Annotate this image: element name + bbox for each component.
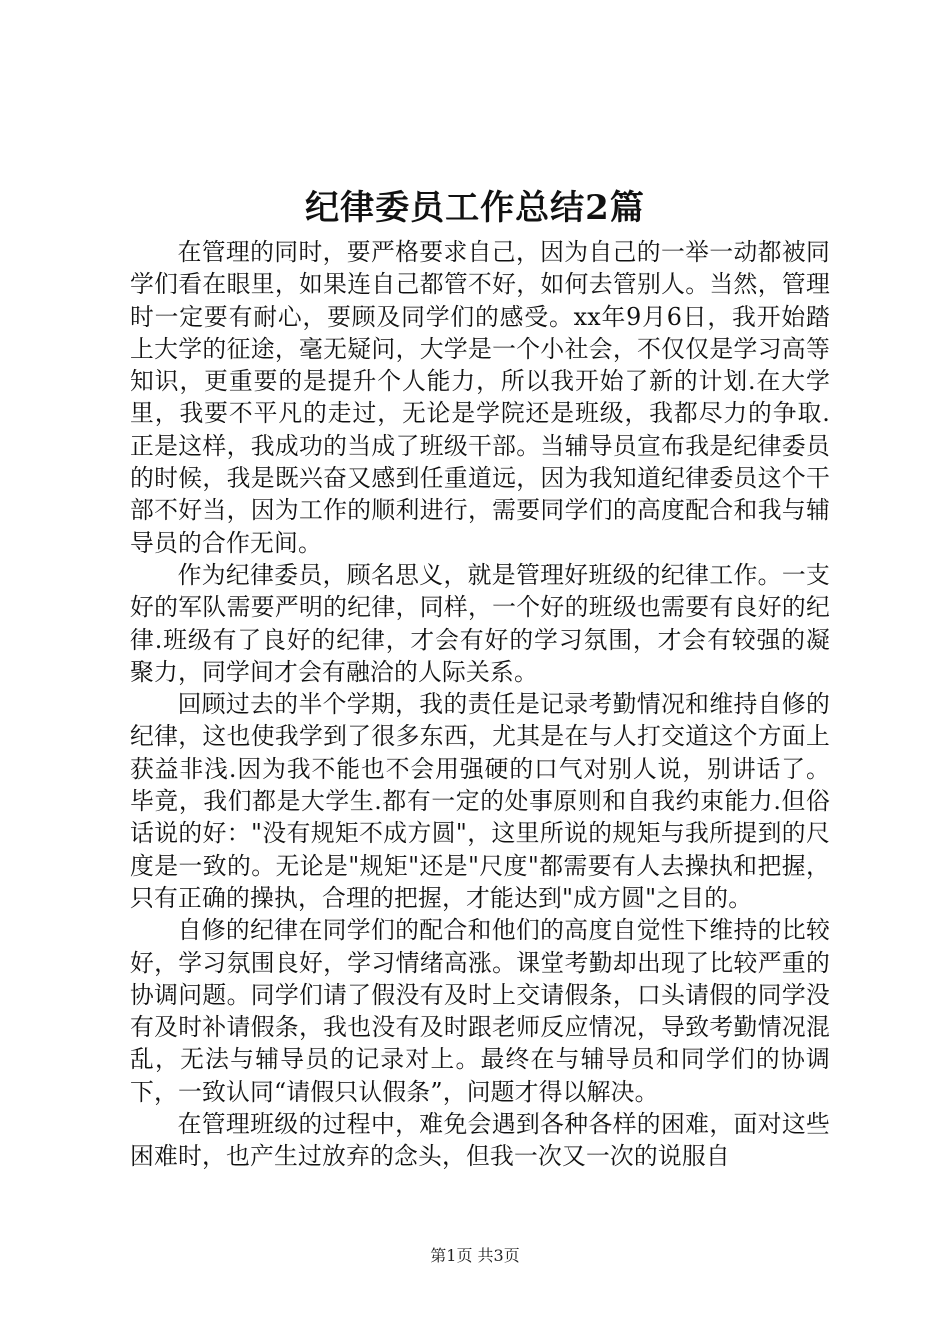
paragraph: 作为纪律委员，顾名思义，就是管理好班级的纪律工作。一支好的军队需要严明的纪律，同样，一个好的班级也需要有良好的纪律.班级有了良好的纪律，才会有好的学习氛围，才会有较强的凝聚力，同学间才会有融洽的人际关系。 (130, 560, 830, 686)
paragraph: 回顾过去的半个学期，我的责任是记录考勤情况和维持自修的纪律，这也使我学到了很多东西，尤其是在与人打交道这个方面上获益非浅.因为我不能也不会用强硬的口气对别人说，别讲话了。毕竟，我们都是大学生.都有一定的处事原则和自我约束能力.但俗话说的好："没有规矩不成方圆"，这里所说的规矩与我所提到的尺度是一致的。无论是"规矩"还是"尺度"都需要有人去操执和把握，只有正确的操执，合理的把握，才能达到"成方圆"之目的。 (130, 690, 830, 912)
document-title: 纪律委员工作总结2篇 (305, 188, 645, 228)
paragraph: 自修的纪律在同学们的配合和他们的高度自觉性下维持的比较好，学习氛围良好，学习情绪高涨。课堂考勤却出现了比较严重的协调问题。同学们请了假没有及时上交请假条，口头请假的同学没有及时补请假条，我也没有及时跟老师反应情况，导致考勤情况混乱，无法与辅导员的记录对上。最终在与辅导员和同学们的协调下，一致认同“请假只认假条”，问题才得以解决。 (130, 916, 830, 1106)
page-number-footer: 第1页 共3页 (430, 1246, 520, 1265)
paragraph: 在管理的同时，要严格要求自己，因为自己的一举一动都被同学们看在眼里，如果连自己都管不好，如何去管别人。当然，管理时一定要有耐心，要顾及同学们的感受。xx年9月6日，我开始踏上大学的征途，毫无疑问，大学是一个小社会，不仅仅是学习高等知识，更重要的是提升个人能力，所以我开始了新的计划.在大学里，我要不平凡的走过，无论是学院还是班级，我都尽力的争取.正是这样，我成功的当成了班级干部。当辅导员宣布我是纪律委员的时候，我是既兴奋又感到任重道远，因为我知道纪律委员这个干部不好当，因为工作的顺利进行，需要同学们的高度配合和我与辅导员的合作无间。 (130, 238, 830, 557)
document-body (130, 236, 830, 1173)
paragraph: 在管理班级的过程中，难免会遇到各种各样的困难，面对这些困难时，也产生过放弃的念头，但我一次又一次的说服自 (130, 1110, 830, 1171)
